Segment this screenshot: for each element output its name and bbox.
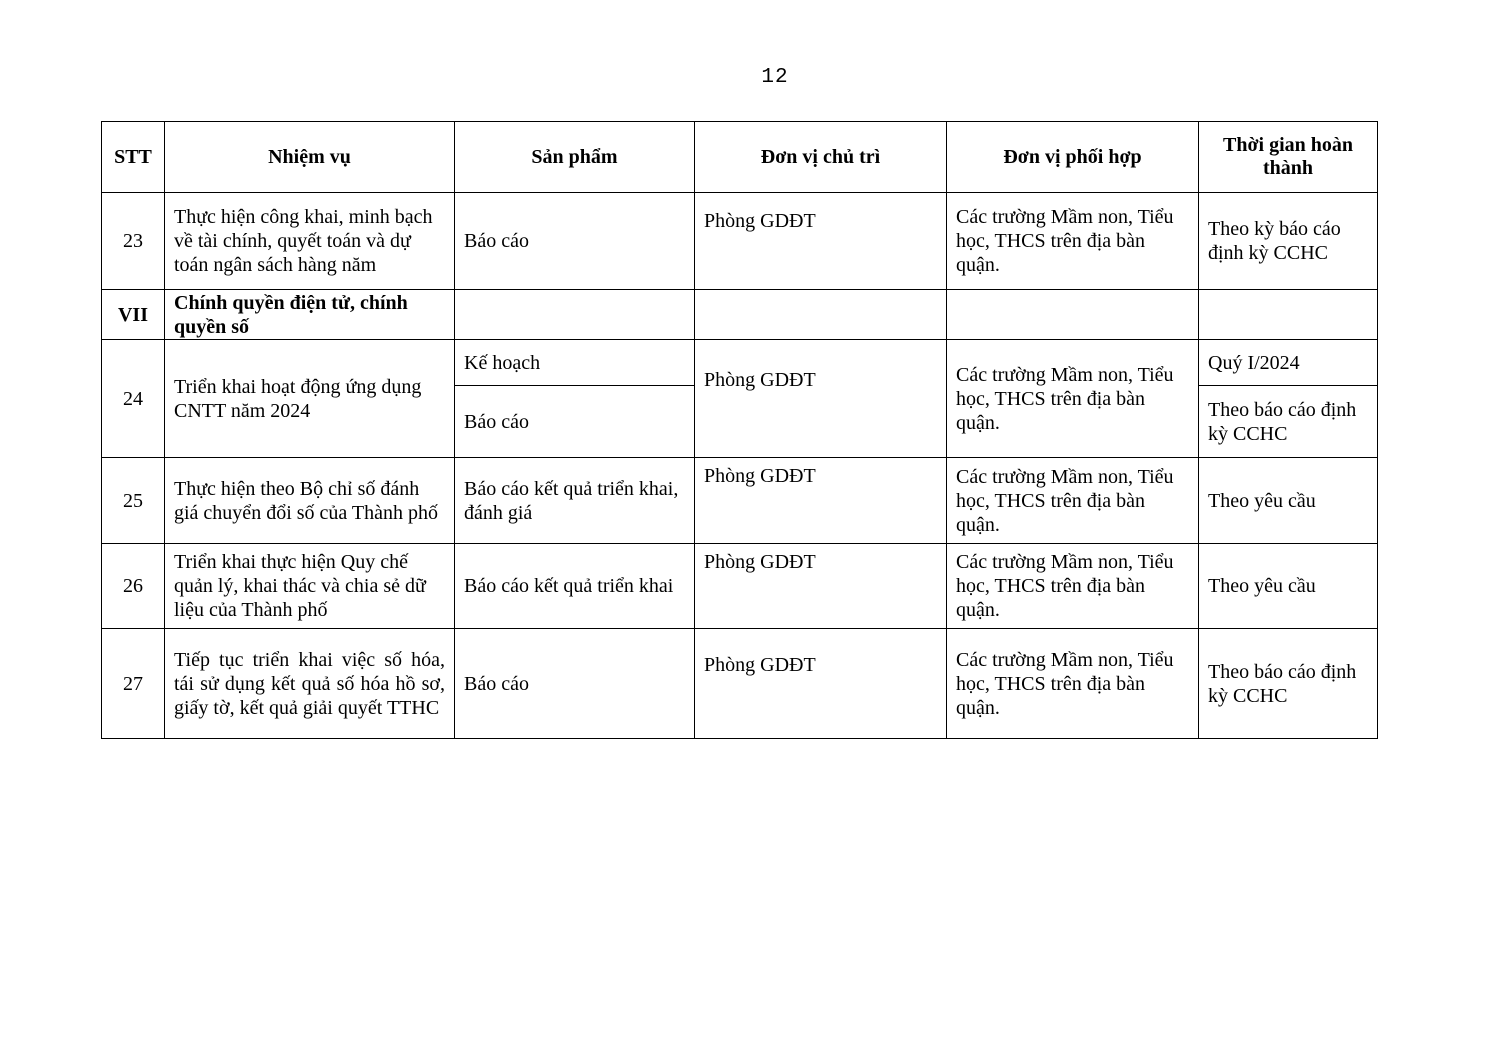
row-task: Triển khai thực hiện Quy chế quản lý, khai thác và chia sẻ dữ liệu của Thành phố [165,544,455,629]
row-stt: 25 [102,458,165,544]
row-lead-unit: Phòng GDĐT [695,544,947,629]
row-product: Báo cáo [455,629,695,739]
empty-cell [1199,290,1378,340]
table-row [102,629,1378,739]
row-coordinating-unit: Các trường Mầm non, Tiểu học, THCS trên địa bàn quận. [947,340,1199,458]
section-number: VII [102,290,165,340]
row-deadline: Theo yêu cầu [1199,544,1378,629]
row-coordinating-unit: Các trường Mầm non, Tiểu học, THCS trên địa bàn quận. [947,458,1199,544]
row-product: Báo cáo [455,193,695,290]
task-table [101,121,1378,739]
row-stt: 27 [102,629,165,739]
empty-cell [695,290,947,340]
header-stt: STT [102,122,165,193]
row-product: Báo cáo kết quả triển khai, đánh giá [455,458,695,544]
row-coordinating-unit: Các trường Mầm non, Tiểu học, THCS trên địa bàn quận. [947,193,1199,290]
header-coordinating-unit: Đơn vị phối hợp [947,122,1199,193]
row-task: Tiếp tục triển khai việc số hóa, tái sử dụng kết quả số hóa hồ sơ, giấy tờ, kết quả giải quyết TTHC [165,629,455,739]
row-product: Kế hoạch [455,340,695,386]
header-deadline: Thời gian hoàn thành [1199,122,1378,193]
row-task: Triển khai hoạt động ứng dụng CNTT năm 2024 [165,340,455,458]
row-deadline: Theo yêu cầu [1199,458,1378,544]
table-row [102,544,1378,629]
empty-cell [947,290,1199,340]
section-row [102,290,1378,340]
row-deadline: Theo báo cáo định kỳ CCHC [1199,386,1378,458]
row-lead-unit: Phòng GDĐT [695,629,947,739]
row-lead-unit: Phòng GDĐT [695,458,947,544]
header-task: Nhiệm vụ [165,122,455,193]
row-coordinating-unit: Các trường Mầm non, Tiểu học, THCS trên địa bàn quận. [947,544,1199,629]
section-title: Chính quyền điện tử, chính quyền số [165,290,455,340]
row-task: Thực hiện theo Bộ chỉ số đánh giá chuyển đổi số của Thành phố [165,458,455,544]
row-lead-unit: Phòng GDĐT [695,340,947,458]
table-header-row [102,122,1378,193]
header-product: Sản phẩm [455,122,695,193]
row-stt: 26 [102,544,165,629]
empty-cell [455,290,695,340]
row-lead-unit: Phòng GDĐT [695,193,947,290]
row-stt: 23 [102,193,165,290]
header-lead-unit: Đơn vị chủ trì [695,122,947,193]
table-row [102,340,1378,386]
row-deadline: Theo kỳ báo cáo định kỳ CCHC [1199,193,1378,290]
row-deadline: Theo báo cáo định kỳ CCHC [1199,629,1378,739]
row-product: Báo cáo [455,386,695,458]
page-number: 12 [761,66,789,89]
row-coordinating-unit: Các trường Mầm non, Tiểu học, THCS trên địa bàn quận. [947,629,1199,739]
row-task: Thực hiện công khai, minh bạch về tài chính, quyết toán và dự toán ngân sách hàng năm [165,193,455,290]
row-stt: 24 [102,340,165,458]
table-row [102,458,1378,544]
row-product: Báo cáo kết quả triển khai [455,544,695,629]
table-row [102,193,1378,290]
row-deadline: Quý I/2024 [1199,340,1378,386]
